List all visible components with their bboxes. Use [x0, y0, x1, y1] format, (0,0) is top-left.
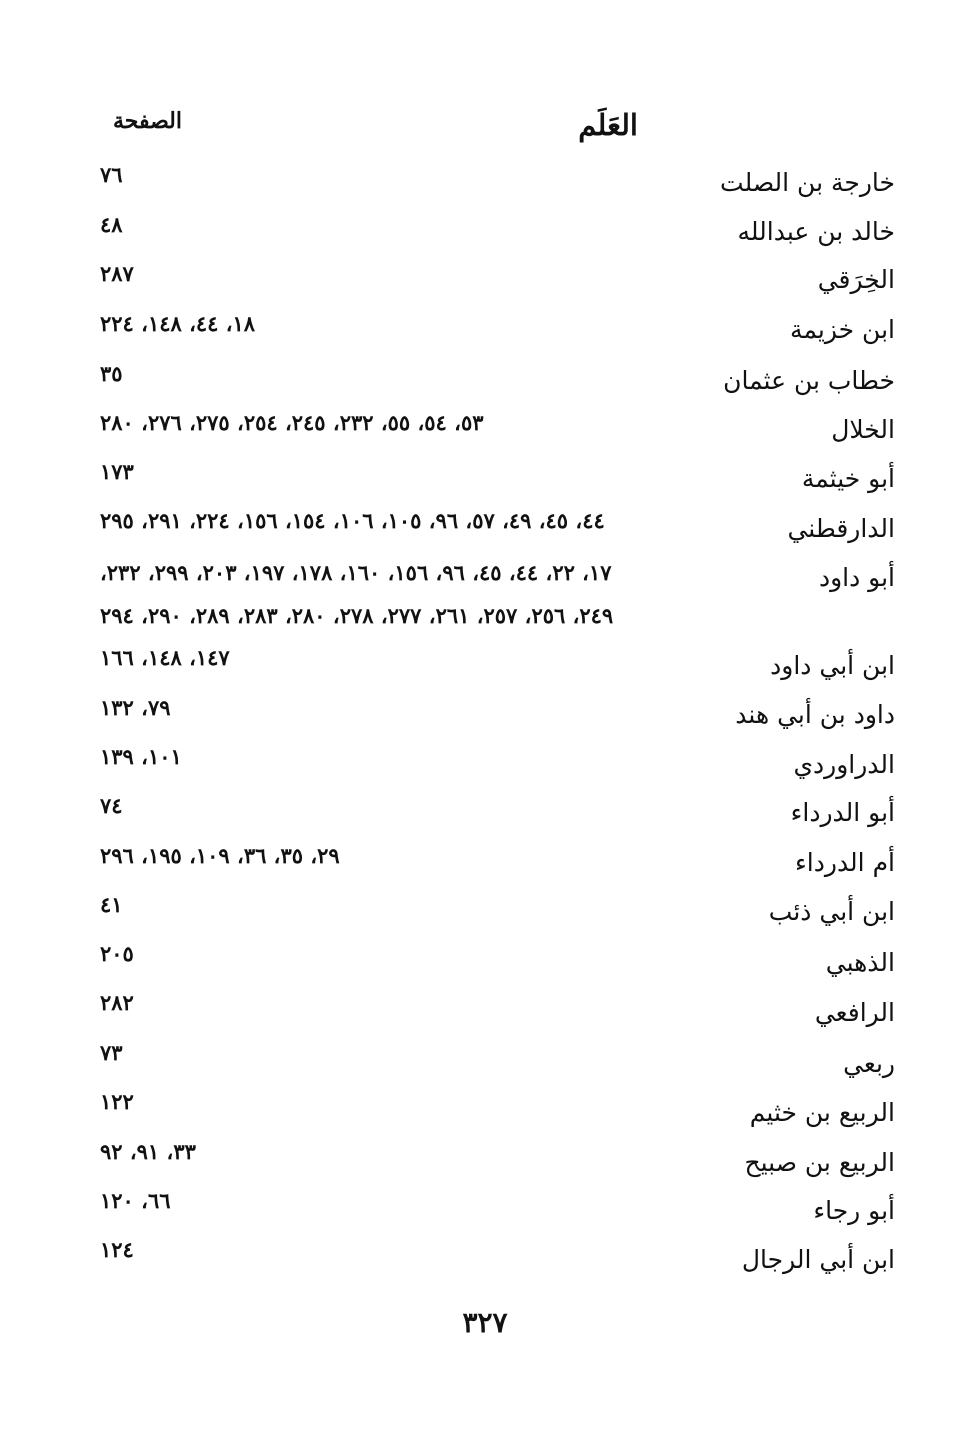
- entry-pages: ٤١: [100, 892, 123, 917]
- entry-name: أم الدرداء: [795, 848, 895, 877]
- entry-name: ابن أبي داود: [770, 651, 895, 680]
- entry-pages: ١٢٢: [100, 1089, 134, 1114]
- entry-pages: ٥٣، ٥٤، ٥٥، ٢٣٢، ٢٤٥، ٢٥٤، ٢٧٥، ٢٧٦، ٢٨٠: [100, 410, 484, 435]
- entry-name: الذهبي: [825, 948, 895, 977]
- entry-pages: ٧٣: [100, 1040, 123, 1065]
- entry-pages: ١٨، ٤٤، ١٤٨، ٢٢٤: [100, 311, 256, 336]
- entry-pages: ١٧٣: [100, 459, 134, 484]
- entry-name: خارجة بن الصلت: [720, 168, 895, 197]
- entry-name: ابن خزيمة: [790, 315, 895, 344]
- entry-name: الدراوردي: [793, 750, 895, 779]
- entry-name: الخِرَقي: [817, 265, 895, 294]
- entry-name: خالد بن عبدالله: [737, 217, 895, 246]
- entry-pages: ٢٩، ٣٥، ٣٦، ١٠٩، ١٩٥، ٢٩٦: [100, 843, 340, 868]
- entry-name: ابن أبي الرجال: [741, 1245, 895, 1274]
- entry-pages: ٤٨: [100, 212, 123, 237]
- name-column-header: العَلَم: [578, 108, 638, 142]
- entry-name: أبو رجاء: [813, 1196, 895, 1225]
- entry-name: الدارقطني: [787, 514, 895, 543]
- entry-name: ربعي: [843, 1049, 895, 1078]
- entry-name: الرافعي: [814, 998, 895, 1027]
- entry-pages: ٧٦: [100, 162, 123, 187]
- entry-pages: ١٧، ٢٢، ٤٤، ٤٥، ٩٦، ١٥٦، ١٦٠، ١٧٨، ١٩٧، ٢٠٣، ٢٩٩، ٢٣٢،: [100, 560, 612, 585]
- entry-pages: ١٤٧، ١٤٨، ١٦٦: [100, 645, 230, 670]
- entry-pages: ٢٨٧: [100, 261, 134, 286]
- entry-pages: ٢٨٢: [100, 990, 134, 1015]
- entry-name: خطاب بن عثمان: [723, 366, 895, 395]
- entry-pages: ٣٥: [100, 361, 123, 386]
- entry-pages-continued: ٢٤٩، ٢٥٦، ٢٥٧، ٢٦١، ٢٧٧، ٢٧٨، ٢٨٠، ٢٨٣، ٢٨٩، ٢٩٠، ٢٩٤: [100, 603, 614, 628]
- entry-pages: ١٢٤: [100, 1237, 134, 1262]
- entry-name: الربيع بن خثيم: [749, 1098, 895, 1127]
- entry-name: الربيع بن صبيح: [744, 1148, 895, 1177]
- entry-pages: ٦٦، ١٢٠: [100, 1188, 171, 1213]
- entry-pages: ٢٠٥: [100, 941, 134, 966]
- page-number: ٣٢٧: [462, 1306, 508, 1339]
- entry-name: داود بن أبي هند: [735, 700, 895, 729]
- page-column-header: الصفحة: [112, 108, 182, 134]
- entry-name: الخلال: [831, 415, 895, 444]
- entry-pages: ٧٤: [100, 793, 123, 818]
- entry-pages: ١٠١، ١٣٩: [100, 744, 182, 769]
- entry-name: أبو الدرداء: [790, 798, 895, 827]
- entry-pages: ٧٩، ١٣٢: [100, 695, 171, 720]
- entry-name: أبو داود: [818, 563, 895, 592]
- entry-name: أبو خيثمة: [801, 464, 895, 493]
- entry-pages: ٣٣، ٩١، ٩٢: [100, 1139, 196, 1164]
- entry-pages: ٤٤، ٤٥، ٤٩، ٥٧، ٩٦، ١٠٥، ١٠٦، ١٥٤، ١٥٦، ٢٢٤، ٢٩١، ٢٩٥: [100, 508, 605, 533]
- entry-name: ابن أبي ذئب: [768, 897, 895, 926]
